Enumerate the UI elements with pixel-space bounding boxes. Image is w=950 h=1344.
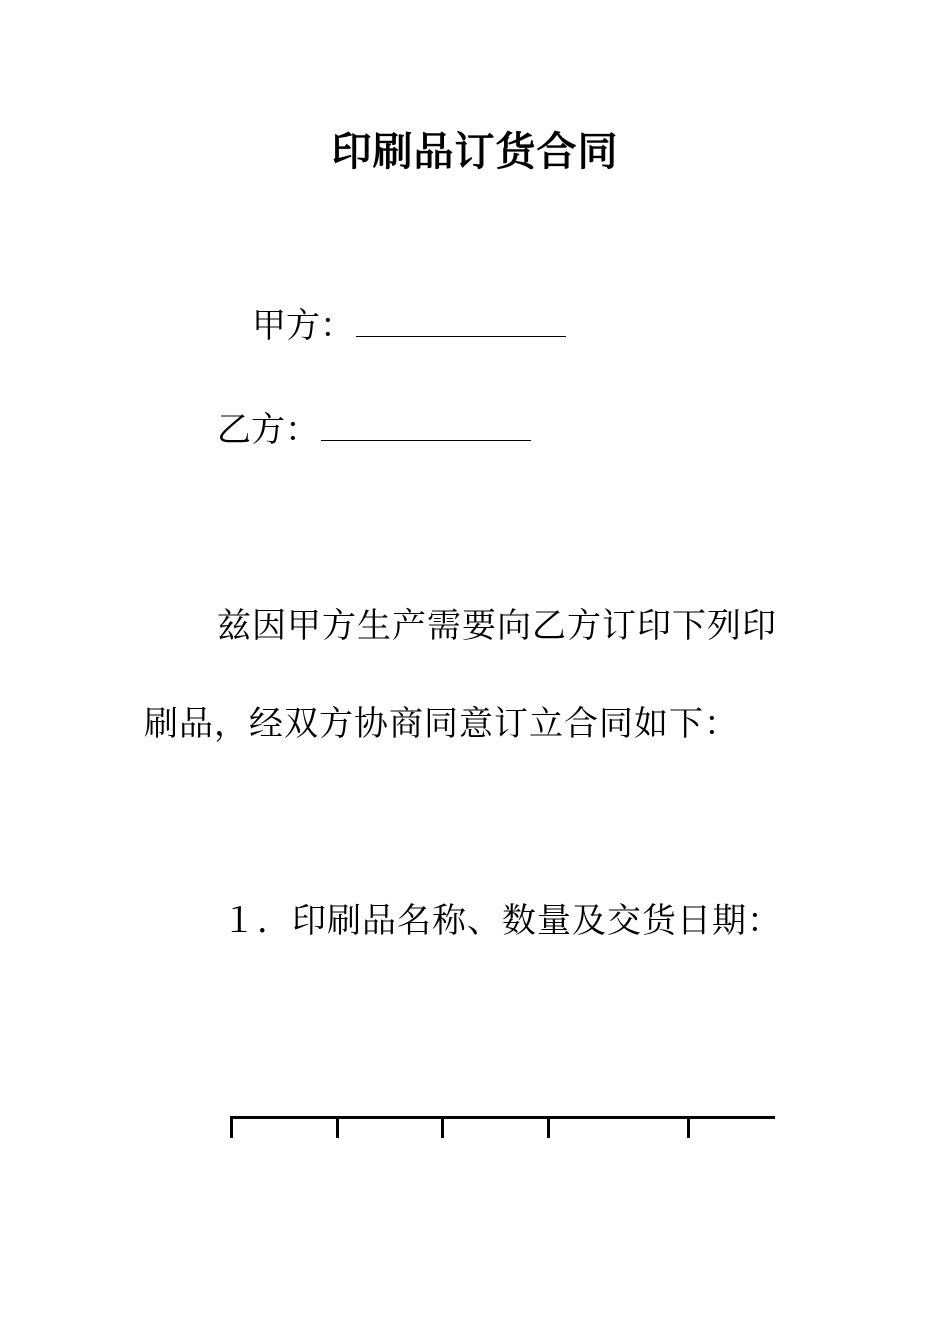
table-top-border bbox=[230, 1116, 775, 1140]
party-a-blank[interactable] bbox=[356, 302, 566, 337]
table-column-divider bbox=[441, 1116, 444, 1138]
table-column-divider bbox=[230, 1116, 233, 1138]
intro-paragraph-line-1: 兹因甲方生产需要向乙方订印下列印 bbox=[217, 606, 777, 646]
party-a-line bbox=[252, 302, 566, 350]
table-column-divider bbox=[336, 1116, 339, 1138]
party-b-line bbox=[217, 406, 531, 454]
party-b-blank[interactable] bbox=[321, 406, 531, 441]
table-top-rule bbox=[230, 1116, 775, 1119]
clause-1-heading: １．印刷品名称、数量及交货日期： bbox=[222, 901, 782, 941]
table-column-divider bbox=[547, 1116, 550, 1138]
intro-paragraph-line-2: 刷品，经双方协商同意订立合同如下： bbox=[144, 704, 739, 744]
page-title: 印刷品订货合同 bbox=[331, 128, 619, 175]
table-column-divider bbox=[687, 1116, 690, 1138]
party-a-label: 甲方： bbox=[252, 306, 354, 346]
party-b-label: 乙方： bbox=[217, 410, 319, 450]
